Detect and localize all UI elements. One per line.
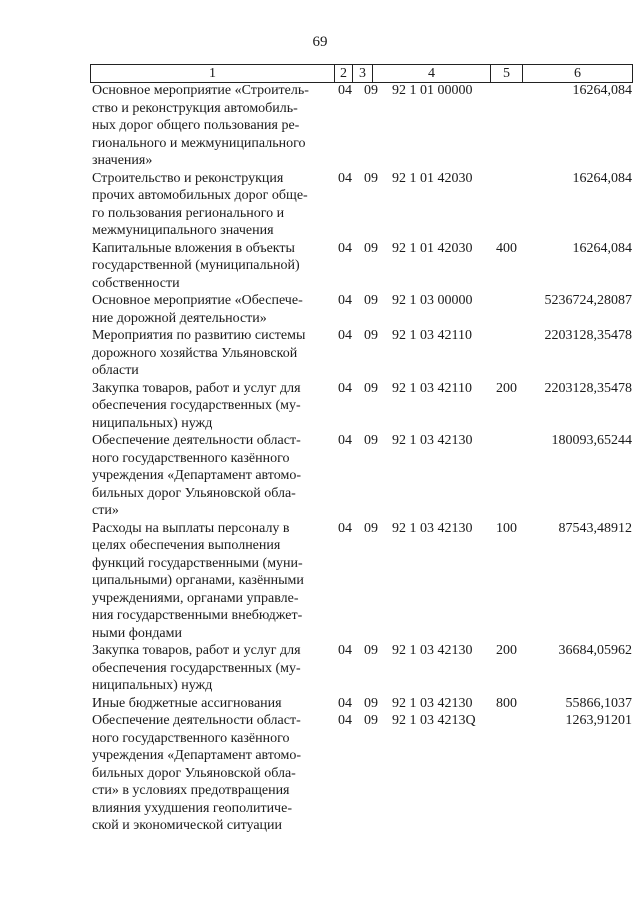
row-name-line: функций государственными (муни-: [92, 555, 303, 571]
subsection-code: 09: [364, 240, 378, 256]
column-header-1: 1: [91, 65, 335, 83]
table-row: [92, 695, 632, 713]
column-header-4: 4: [373, 65, 491, 83]
row-name-line: учреждениями, органами управле-: [92, 590, 299, 606]
subsection-code: 09: [364, 695, 378, 711]
expense-type-code: 400: [496, 240, 517, 256]
amount-value: 16264,084: [572, 170, 632, 186]
subsection-code: 09: [364, 380, 378, 396]
section-code: 04: [338, 643, 352, 658]
row-name-line: сти»: [92, 503, 119, 518]
row-name-line: Обеспечение деятельности област-: [92, 713, 301, 728]
row-name-line: государственной (муниципальной): [92, 258, 300, 273]
row-name-cell: [92, 292, 332, 327]
row-name-line: Закупка товаров, работ и услуг для: [92, 380, 301, 396]
row-name-cell: [92, 712, 332, 835]
table-row: [92, 240, 632, 293]
subsection-code: 09: [364, 83, 378, 98]
row-name-line: гионального и межмуниципального: [92, 135, 306, 151]
row-name-line: ципальными) органами, казёнными: [92, 573, 304, 588]
row-name-line: обеспечения государственных (му-: [92, 660, 301, 676]
amount-value: 2203128,35478: [544, 380, 632, 396]
row-name-line: собственности: [92, 275, 180, 291]
row-name-line: значения»: [92, 153, 153, 168]
table-row: [92, 82, 632, 170]
target-article-code: 92 1 01 00000: [392, 83, 473, 98]
section-code: 04: [338, 380, 352, 396]
subsection-code: 09: [364, 293, 378, 308]
row-name-cell: [92, 695, 332, 713]
row-name-line: Закупка товаров, работ и услуг для: [92, 643, 301, 658]
target-article-code: 92 1 03 4213Q: [392, 713, 476, 728]
target-article-code: 92 1 03 42130: [392, 433, 473, 448]
row-name-line: Основное мероприятие «Строитель-: [92, 83, 309, 98]
table-row: [92, 292, 632, 327]
target-article-code: 92 1 01 42030: [392, 240, 473, 256]
table-row: [92, 712, 632, 835]
amount-value: 180093,65244: [551, 433, 632, 448]
table-row: [92, 642, 632, 695]
expense-type-code: 800: [496, 695, 517, 711]
page-number: 69: [312, 34, 328, 50]
row-name-line: целях обеспечения выполнения: [92, 538, 281, 553]
row-name-line: обеспечения государственных (му-: [92, 398, 301, 413]
row-name-line: Капитальные вложения в объекты: [92, 240, 295, 256]
subsection-code: 09: [364, 643, 378, 658]
subsection-code: 09: [364, 713, 378, 728]
amount-value: 2203128,35478: [544, 328, 632, 343]
target-article-code: 92 1 03 42130: [392, 643, 473, 658]
column-header-3: 3: [353, 65, 373, 83]
row-name-line: бильных дорог Ульяновской обла-: [92, 765, 296, 781]
section-code: 04: [338, 328, 352, 343]
table-row: [92, 170, 632, 240]
row-name-cell: [92, 240, 332, 293]
row-name-line: дорожного хозяйства Ульяновской: [92, 345, 298, 361]
table-row: [92, 327, 632, 380]
table-row: [92, 380, 632, 433]
subsection-code: 09: [364, 170, 378, 186]
subsection-code: 09: [364, 520, 378, 536]
expense-type-code: 200: [496, 380, 517, 396]
column-header-table: [90, 64, 633, 83]
row-name-line: ного государственного казённого: [92, 730, 290, 746]
target-article-code: 92 1 03 42130: [392, 520, 473, 536]
row-name-line: ство и реконструкция автомобиль-: [92, 100, 298, 116]
amount-value: 1263,91201: [565, 713, 632, 728]
section-code: 04: [338, 83, 352, 98]
row-name-line: ниципальных) нужд: [92, 678, 213, 693]
target-article-code: 92 1 01 42030: [392, 170, 473, 186]
row-name-line: учреждения «Департамент автомо-: [92, 468, 301, 483]
row-name-line: ного государственного казённого: [92, 450, 290, 466]
row-name-cell: [92, 642, 332, 695]
row-name-line: Мероприятия по развитию системы: [92, 328, 306, 343]
row-name-line: го пользования регионального и: [92, 205, 285, 221]
row-name-line: Иные бюджетные ассигнования: [92, 695, 282, 711]
table-row: [92, 520, 632, 643]
amount-value: 36684,05962: [558, 643, 632, 658]
section-code: 04: [338, 170, 352, 186]
amount-value: 55866,1037: [565, 695, 632, 711]
subsection-code: 09: [364, 328, 378, 343]
table-row: [92, 432, 632, 520]
row-name-line: ными фондами: [92, 625, 183, 641]
row-name-cell: [92, 170, 332, 240]
row-name-line: ных дорог общего пользования ре-: [92, 118, 300, 133]
target-article-code: 92 1 03 00000: [392, 293, 473, 308]
row-name-line: ниципальных) нужд: [92, 415, 213, 431]
row-name-line: ния государственными внебюджет-: [92, 608, 303, 623]
row-name-line: области: [92, 363, 139, 378]
column-header-2: 2: [335, 65, 353, 83]
row-name-line: Расходы на выплаты персоналу в: [92, 520, 290, 536]
subsection-code: 09: [364, 433, 378, 448]
row-name-cell: [92, 82, 332, 170]
row-name-line: ние дорожной деятельности»: [92, 310, 267, 326]
expense-type-code: 200: [496, 643, 517, 658]
column-header-row: [91, 65, 633, 83]
target-article-code: 92 1 03 42110: [392, 328, 472, 343]
section-code: 04: [338, 433, 352, 448]
row-name-line: бильных дорог Ульяновской обла-: [92, 485, 296, 501]
target-article-code: 92 1 03 42110: [392, 380, 472, 396]
row-name-line: сти» в условиях предотвращения: [92, 783, 290, 798]
row-name-line: ской и экономической ситуации: [92, 818, 283, 833]
row-name-line: учреждения «Департамент автомо-: [92, 748, 301, 763]
section-code: 04: [338, 713, 352, 728]
amount-value: 16264,084: [572, 83, 632, 98]
row-name-line: прочих автомобильных дорог обще-: [92, 188, 308, 203]
section-code: 04: [338, 293, 352, 308]
row-name-cell: [92, 432, 332, 520]
row-name-cell: [92, 380, 332, 433]
row-name-line: Основное мероприятие «Обеспече-: [92, 293, 303, 308]
target-article-code: 92 1 03 42130: [392, 695, 473, 711]
row-name-line: влияния ухудшения геополитиче-: [92, 800, 292, 816]
amount-value: 16264,084: [572, 240, 632, 256]
column-header-5: 5: [491, 65, 523, 83]
row-name-line: Обеспечение деятельности област-: [92, 433, 301, 448]
amount-value: 87543,48912: [558, 520, 632, 536]
amount-value: 5236724,28087: [544, 293, 632, 308]
expense-type-code: 100: [496, 520, 517, 536]
row-name-line: межмуниципального значения: [92, 223, 274, 238]
section-code: 04: [338, 695, 352, 711]
budget-table-body: [92, 82, 632, 835]
row-name-line: Строительство и реконструкция: [92, 170, 284, 186]
row-name-cell: [92, 520, 332, 643]
row-name-cell: [92, 327, 332, 380]
section-code: 04: [338, 240, 352, 256]
column-header-6: 6: [523, 65, 633, 83]
section-code: 04: [338, 520, 352, 536]
